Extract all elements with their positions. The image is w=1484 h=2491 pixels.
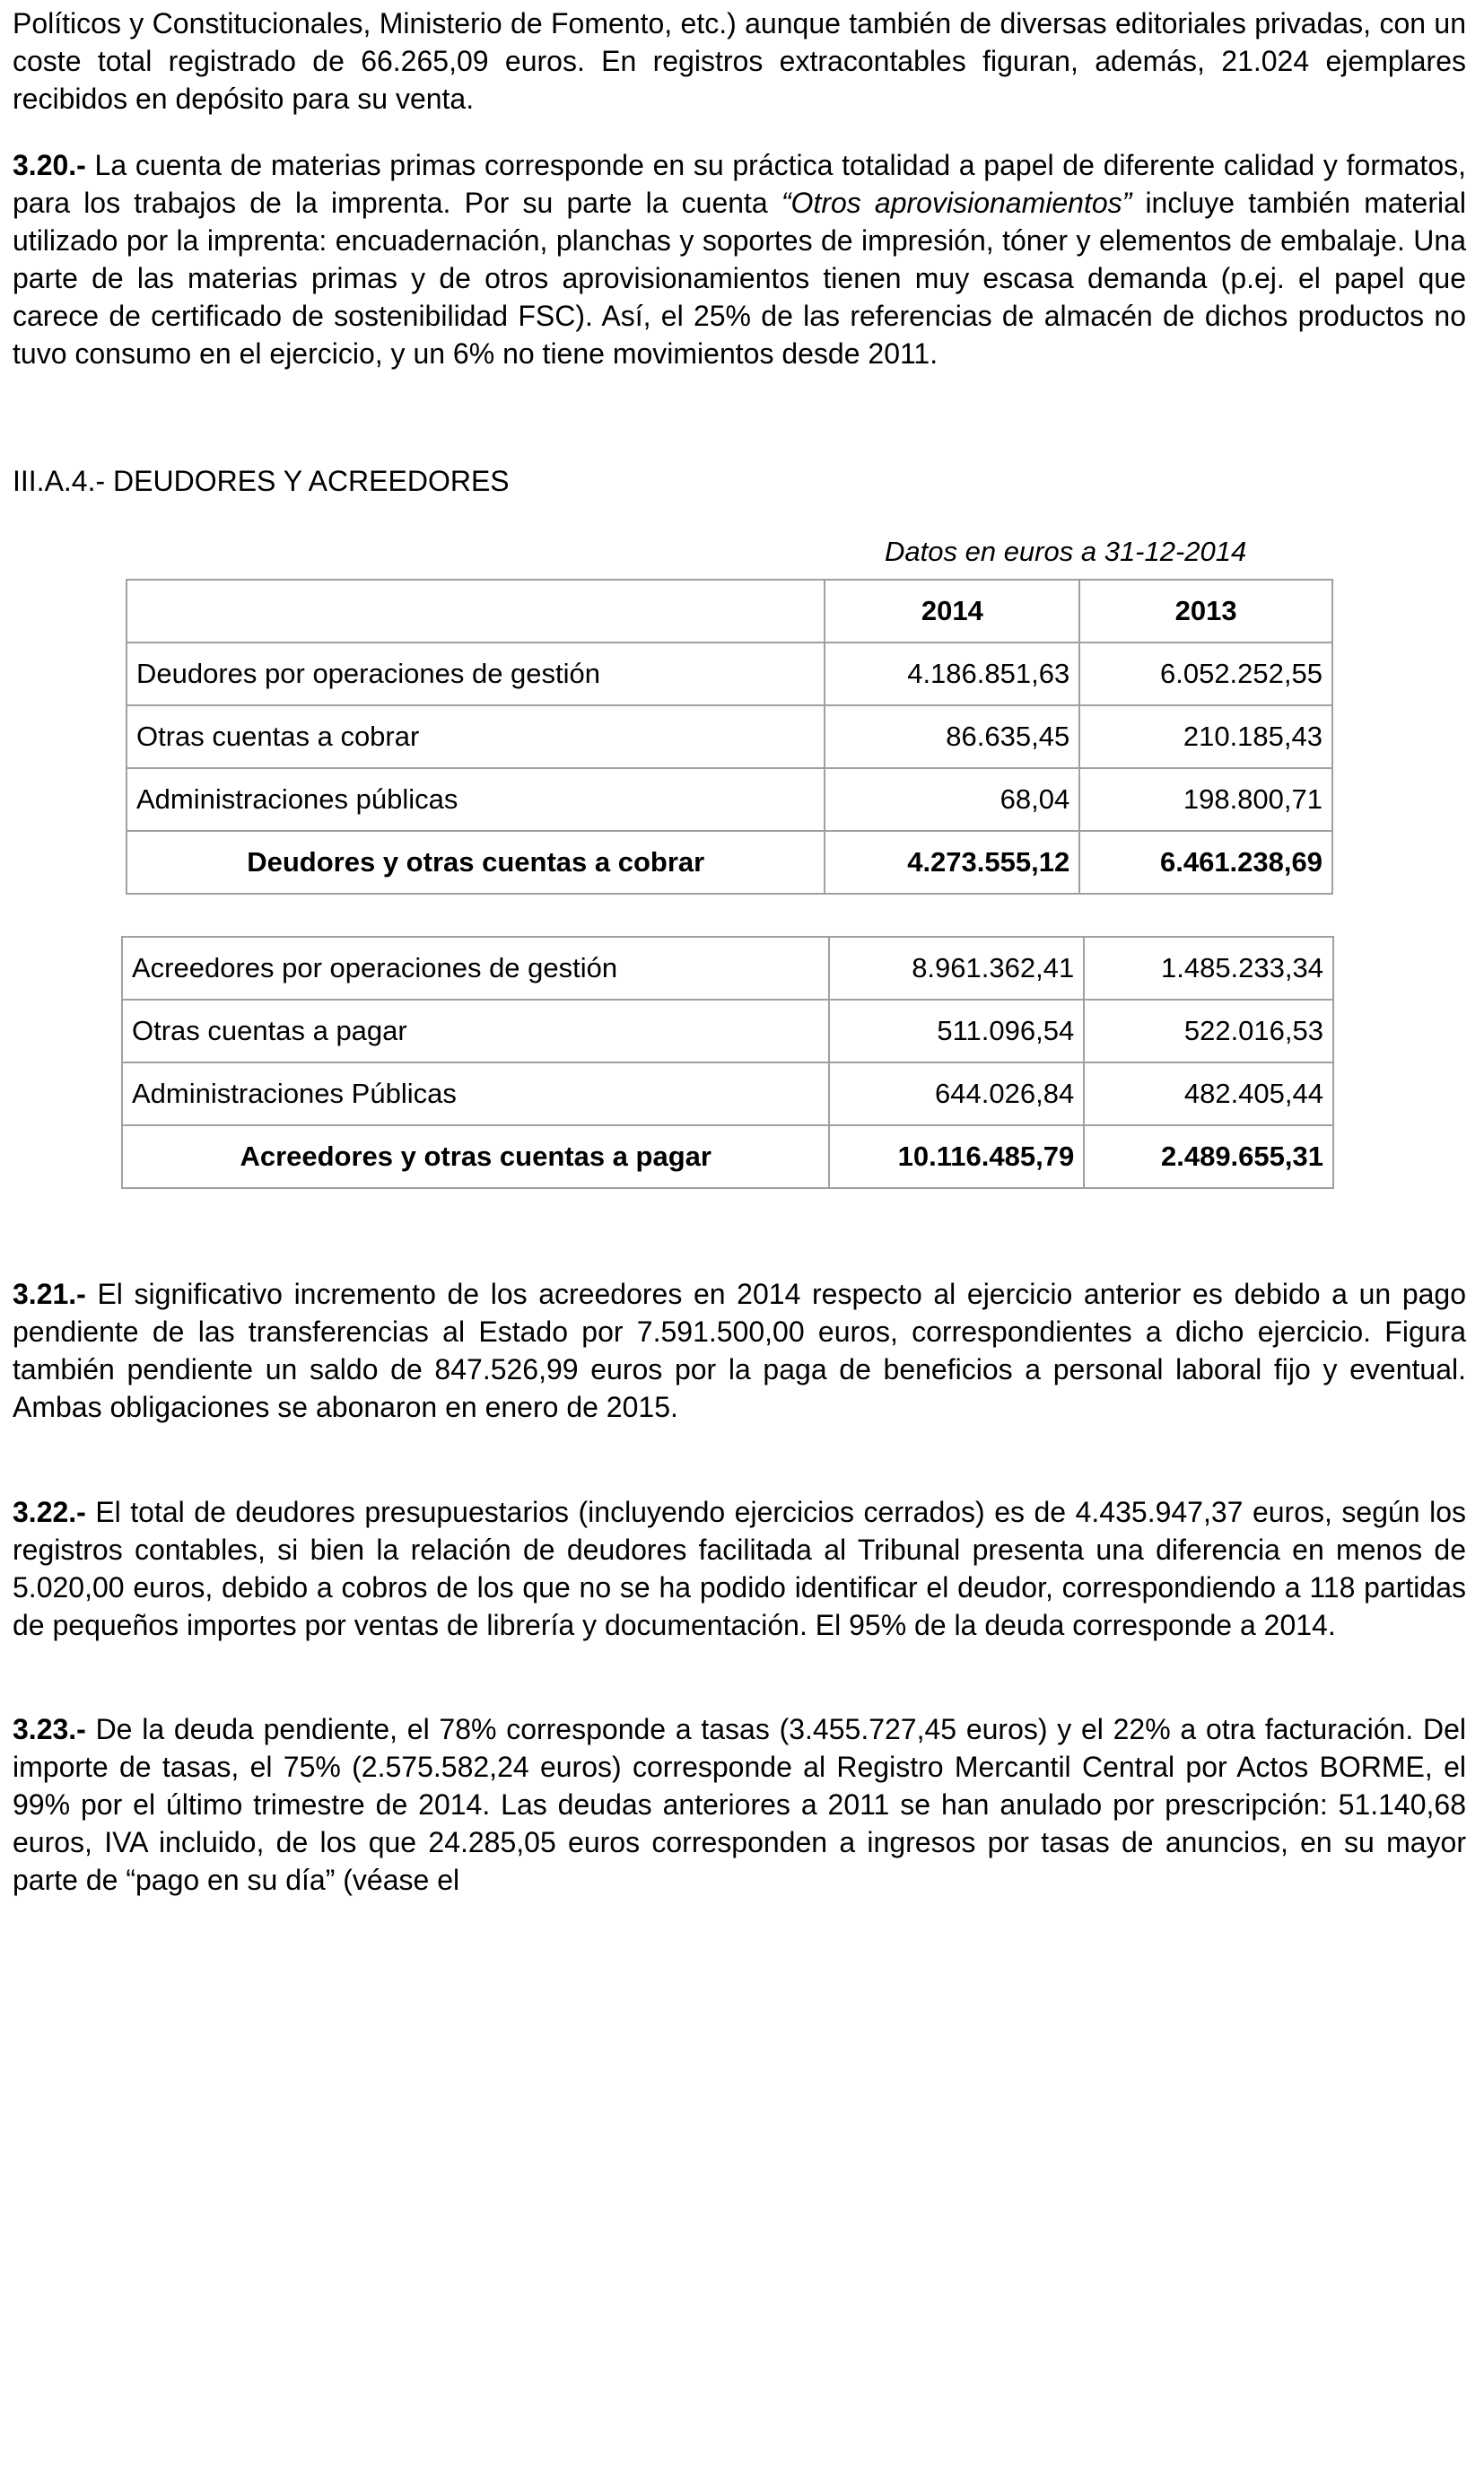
total-value-2013: 6.461.238,69 bbox=[1079, 831, 1332, 894]
value-2013: 522.016,53 bbox=[1084, 1000, 1333, 1062]
value-2014: 8.961.362,41 bbox=[829, 937, 1084, 1000]
paragraph-3-21 bbox=[13, 1275, 1466, 1426]
paragraph-text: El significativo incremento de los acreedores en 2014 respecto al ejercicio anterior es debido a un pago pendiente de las transferencias al Estado por 7.591.500,00 euros, correspondientes a dicho ejercicio. Figura también pendiente un saldo de 847.526,99 euros por la paga de beneficios a personal laboral fijo y eventual. Ambas obligaciones se abonaron en enero de 2015. bbox=[13, 1278, 1466, 1423]
column-header-2013: 2013 bbox=[1079, 580, 1332, 642]
paragraph-text: incluye también material utilizado por la imprenta: encuadernación, planchas y soportes de impresión, tóner y elementos de embalaje. Una parte de las materias primas y de otros aprovisionamientos tienen muy escasa demanda (p.ej. el papel que carece de certificado de sostenibilidad FSC). Así, el 25% de las referencias de almacén de dichos productos no tuvo consumo en el ejercicio, y un 6% no tiene movimientos desde 2011. bbox=[13, 187, 1467, 370]
table-row bbox=[127, 705, 1332, 768]
paragraph-number: 3.21.- bbox=[13, 1278, 86, 1310]
row-label: Administraciones Públicas bbox=[122, 1062, 829, 1125]
table-row bbox=[127, 768, 1332, 831]
table-caption: Datos en euros a 31-12-2014 bbox=[885, 536, 1247, 567]
total-value-2014: 10.116.485,79 bbox=[829, 1125, 1084, 1188]
paragraph-text: De la deuda pendiente, el 78% corresponde a tasas (3.455.727,45 euros) y el 22% a otra facturación. Del importe de tasas, el 75% (2.575.582,24 euros) corresponde al Registro Mercantil Central por Actos BORME, el 99% por el último trimestre de 2014. Las deudas anteriores a 2011 se han anulado por prescripción: 51.140,68 euros, IVA incluido, de los que 24.285,05 euros corresponden a ingresos por tasas de anuncios, en su mayor parte de “pago en su día” (véase el bbox=[13, 1713, 1466, 1896]
total-label: Deudores y otras cuentas a cobrar bbox=[127, 831, 825, 894]
value-2013: 198.800,71 bbox=[1079, 768, 1332, 831]
table-row bbox=[127, 642, 1332, 705]
paragraph-number: 3.20.- bbox=[13, 149, 86, 181]
value-2013: 6.052.252,55 bbox=[1079, 642, 1332, 705]
value-2014: 511.096,54 bbox=[829, 1000, 1084, 1062]
value-2014: 4.186.851,63 bbox=[825, 642, 1079, 705]
value-2014: 86.635,45 bbox=[825, 705, 1079, 768]
paragraph-3-23 bbox=[13, 1710, 1466, 1899]
row-label: Acreedores por operaciones de gestión bbox=[122, 937, 829, 1000]
paragraph-text: La cuenta de materias primas corresponde en su práctica totalidad a papel de diferente calidad y formatos, para los trabajos de la imprenta. Por su parte la cuenta bbox=[13, 149, 1466, 219]
value-2013: 482.405,44 bbox=[1084, 1062, 1333, 1125]
paragraph-intro bbox=[13, 4, 1466, 118]
row-label: Administraciones públicas bbox=[127, 768, 825, 831]
deudores-table bbox=[126, 579, 1333, 895]
table-header-empty bbox=[127, 580, 825, 642]
value-2014: 68,04 bbox=[825, 768, 1079, 831]
total-label: Acreedores y otras cuentas a pagar bbox=[122, 1125, 829, 1188]
paragraph-text: El total de deudores presupuestarios (incluyendo ejercicios cerrados) es de 4.435.947,37 euros, según los registros contables, si bien la relación de deudores facilitada al Tribunal presenta una diferencia en menos de 5.020,00 euros, debido a cobros de los que no se ha podido identificar el deudor, correspondiendo a 118 partidas de pequeños importes por ventas de librería y documentación. El 95% de la deuda corresponde a 2014. bbox=[13, 1496, 1466, 1641]
acreedores-table bbox=[121, 936, 1334, 1189]
paragraph-3-22 bbox=[13, 1493, 1466, 1644]
value-2013: 210.185,43 bbox=[1079, 705, 1332, 768]
table-total-row bbox=[127, 831, 1332, 894]
value-2013: 1.485.233,34 bbox=[1084, 937, 1333, 1000]
paragraph-italic-text: “Otros aprovisionamientos” bbox=[781, 187, 1132, 219]
paragraph-number: 3.22.- bbox=[13, 1496, 86, 1528]
row-label: Otras cuentas a cobrar bbox=[127, 705, 825, 768]
section-heading: III.A.4.- DEUDORES Y ACREEDORES bbox=[13, 465, 510, 497]
row-label: Otras cuentas a pagar bbox=[122, 1000, 829, 1062]
table-row bbox=[122, 937, 1333, 1000]
paragraph-3-20 bbox=[13, 146, 1466, 372]
value-2014: 644.026,84 bbox=[829, 1062, 1084, 1125]
paragraph-number: 3.23.- bbox=[13, 1713, 86, 1745]
table-total-row bbox=[122, 1125, 1333, 1188]
row-label: Deudores por operaciones de gestión bbox=[127, 642, 825, 705]
total-value-2014: 4.273.555,12 bbox=[825, 831, 1079, 894]
table-row bbox=[122, 1062, 1333, 1125]
table-header-row bbox=[127, 580, 1332, 642]
total-value-2013: 2.489.655,31 bbox=[1084, 1125, 1333, 1188]
paragraph-intro-text: Políticos y Constitucionales, Ministerio de Fomento, etc.) aunque también de diversas editoriales privadas, con un coste total registrado de 66.265,09 euros. En registros extracontables figuran, además, 21.024 ejemplares recibidos en depósito para su venta. bbox=[13, 7, 1466, 115]
table-row bbox=[122, 1000, 1333, 1062]
column-header-2014: 2014 bbox=[825, 580, 1079, 642]
